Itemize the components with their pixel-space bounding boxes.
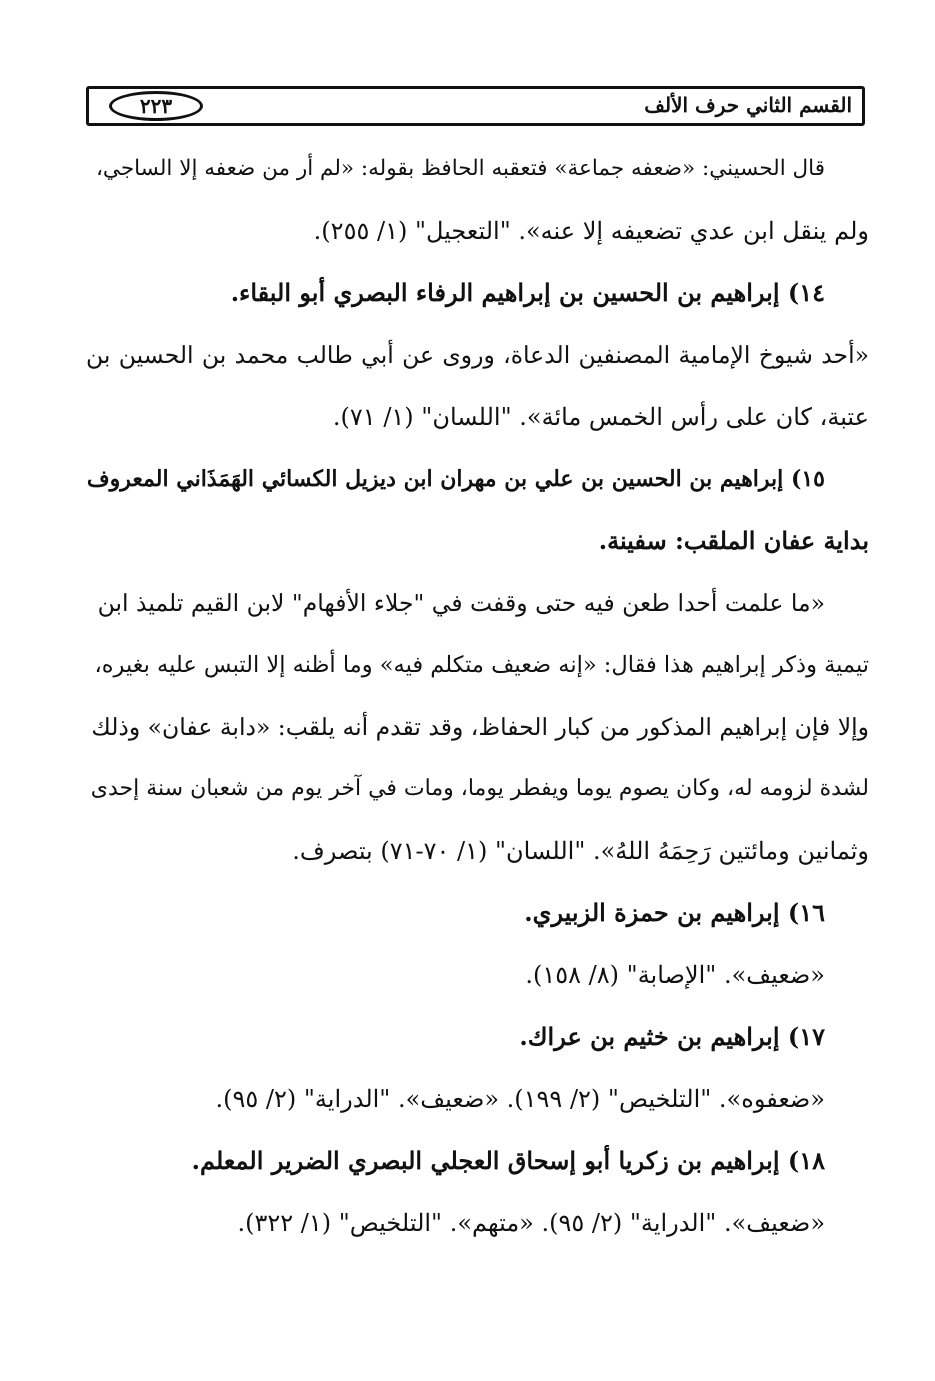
page-body	[86, 138, 869, 1254]
entry-heading: ١٤) إبراهيم بن الحسين بن إبراهيم الرفاء البصري أبو البقاء.	[230, 278, 825, 307]
section-title: القسم الثاني حرف الألف	[644, 93, 852, 117]
text-line: تيمية وذكر إبراهيم هذا فقال: «إنه ضعيف متكلم فيه» وما أظنه إلا التبس عليه بغيره،	[94, 652, 869, 678]
text-line: ولم ينقل ابن عدي تضعيفه إلا عنه». "التعجيل" (١/ ٢٥٥).	[313, 217, 869, 245]
entry-heading: ١٦) إبراهيم بن حمزة الزبيري.	[524, 898, 825, 927]
text-line: «ضعفوه». "التلخيص" (٢/ ١٩٩). «ضعيف». "الدراية" (٢/ ٩٥).	[215, 1085, 825, 1113]
entry-heading: ١٧) إبراهيم بن خثيم بن عراك.	[519, 1022, 825, 1051]
entry-heading: ١٥) إبراهيم بن الحسين بن علي بن مهران ابن ديزيل الكسائي الهَمَذَاني المعروف	[86, 466, 825, 492]
text-line: وثمانين ومائتين رَحِمَهُ اللهُ». "اللسان" (١/ ٧٠-٧١) بتصرف.	[292, 837, 869, 865]
text-line: قال الحسيني: «ضعفه جماعة» فتعقبه الحافظ بقوله: «لم أر من ضعفه إلا الساجي،	[95, 156, 825, 181]
text-line: «ما علمت أحدا طعن فيه حتى وقفت في "جلاء الأفهام" لابن القيم تلميذ ابن	[97, 589, 825, 617]
text-line: لشدة لزومه له، وكان يصوم يوما ويفطر يوما، ومات في آخر يوم من شعبان سنة إحدى	[90, 776, 869, 801]
running-header	[86, 86, 865, 126]
text-line: عتبة، كان على رأس الخمس مائة». "اللسان" (١/ ٧١).	[332, 403, 869, 431]
text-line: وإلا فإن إبراهيم المذكور من كبار الحفاظ، وقد تقدم أنه يلقب: «دابة عفان» وذلك	[91, 713, 869, 741]
text-line: «ضعيف». "الإصابة" (٨/ ١٥٨).	[525, 961, 825, 989]
text-line: «ضعيف». "الدراية" (٢/ ٩٥). «متهم». "التلخيص" (١/ ٣٢٢).	[237, 1209, 825, 1237]
entry-heading: بداية عفان الملقب: سفينة.	[598, 526, 869, 555]
text-line: «أحد شيوخ الإمامية المصنفين الدعاة، وروى عن أبي طالب محمد بن الحسين بن	[86, 341, 869, 369]
page-number: ٢٢٣	[109, 91, 203, 121]
entry-heading: ١٨) إبراهيم بن زكريا أبو إسحاق العجلي البصري الضرير المعلم.	[191, 1146, 825, 1175]
